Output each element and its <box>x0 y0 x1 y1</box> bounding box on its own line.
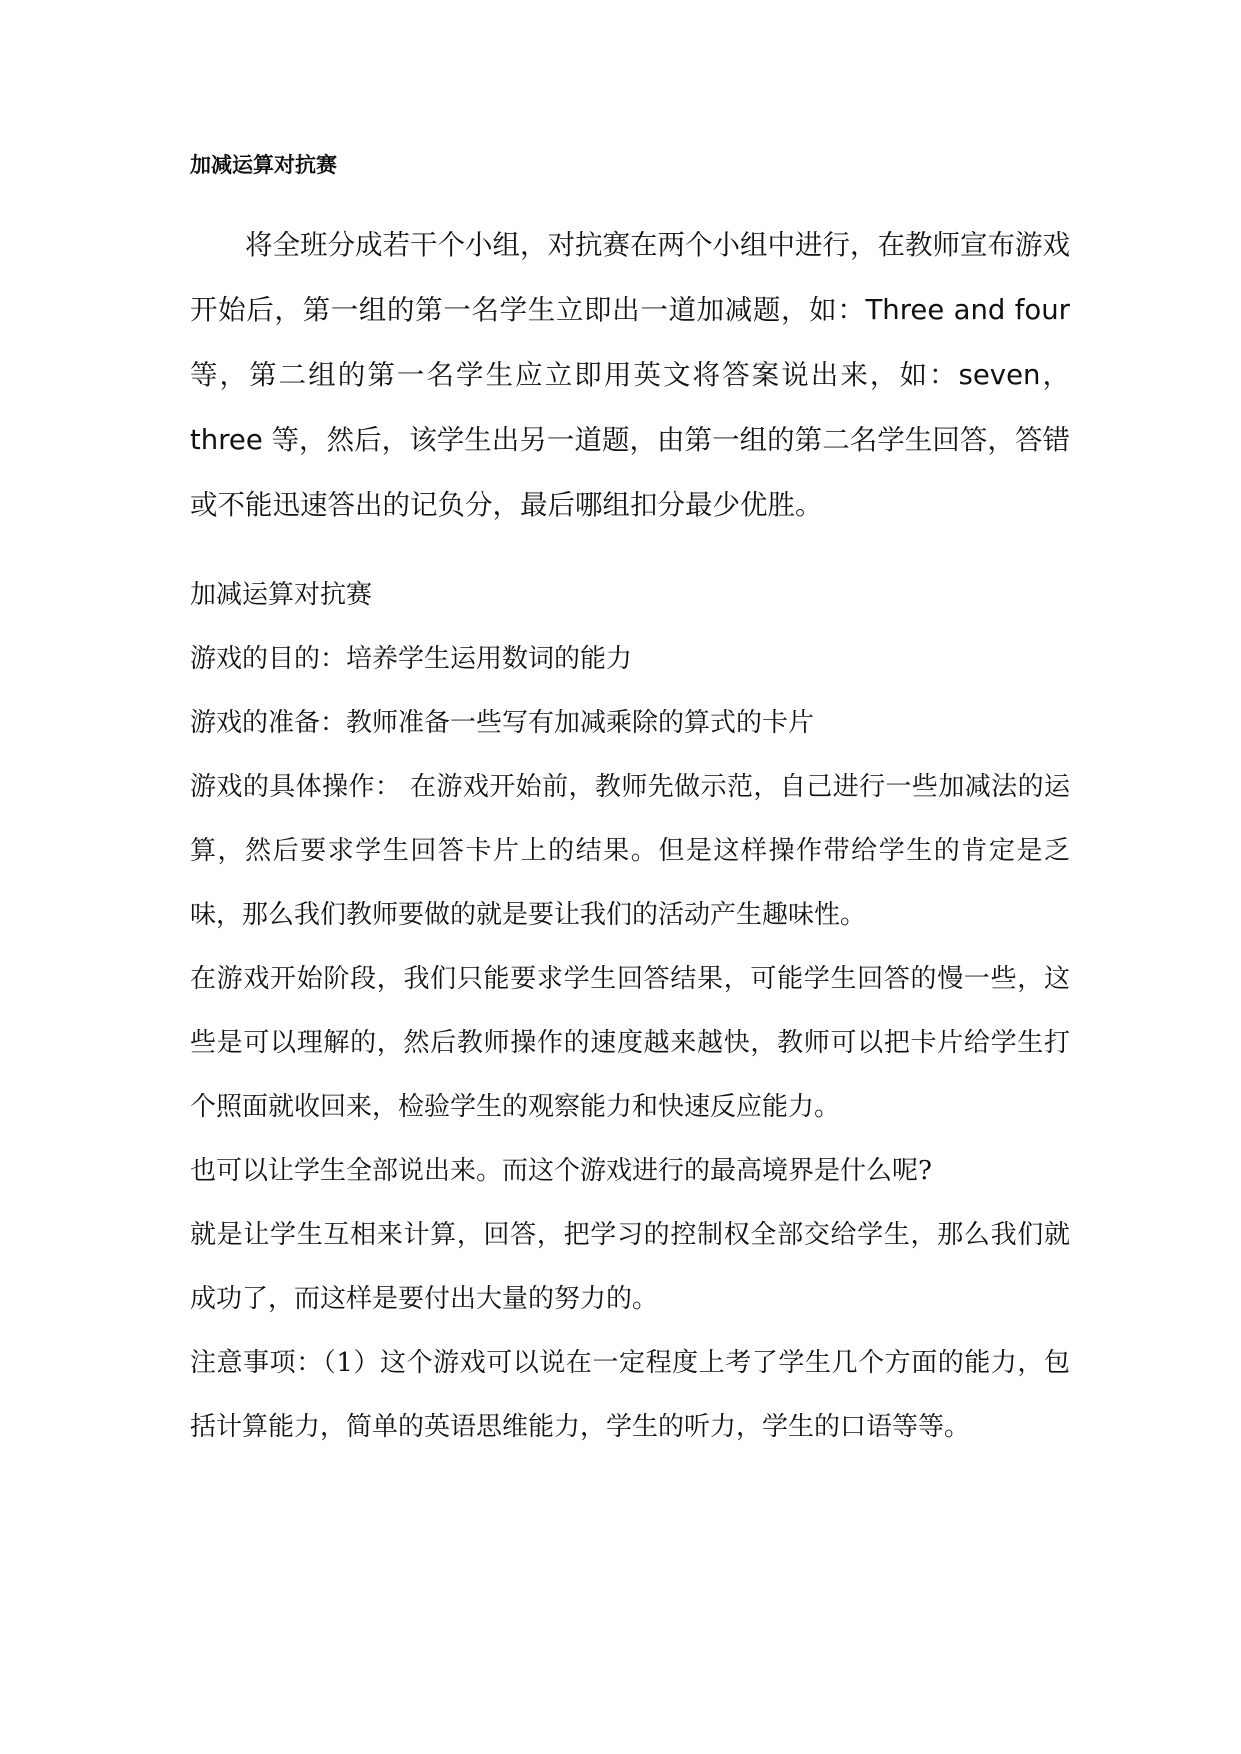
game-highest-level: 就是让学生互相来计算，回答，把学习的控制权全部交给学生，那么我们就成功了，而这样是要付出大量的努力的。 <box>190 1220 1070 1314</box>
section-title-1: 加减运算对抗赛 <box>190 153 337 177</box>
game-stage: 在游戏开始阶段，我们只能要求学生回答结果，可能学生回答的慢一些，这些是可以理解的，然后教师操作的速度越来越快，教师可以把卡片给学生打个照面就收回来，检验学生的观察能力和快速反应能力。 <box>190 964 1070 1122</box>
game-notes: 注意事项：（1）这个游戏可以说在一定程度上考了学生几个方面的能力，包括计算能力，简单的英语思维能力，学生的听力，学生的口语等等。 <box>190 1348 1070 1442</box>
game-preparation: 游戏的准备：教师准备一些写有加减乘除的算式的卡片 <box>190 708 815 738</box>
game-description-paragraph: 将全班分成若干个小组，对抗赛在两个小组中进行，在教师宣布游戏开始后，第一组的第一名学生立即出一道加减题，如：Three and four 等，第二组的第一名学生应立即用英文将答案说出来，如：seven，three 等，然后，该学生出另一道题，由第一组的第二名学生回答，答错或不能迅速答出的记负分，最后哪组扣分最少优胜。 <box>190 229 1070 521</box>
game-detail-section <box>190 563 1070 1459</box>
game-operation: 游戏的具体操作： 在游戏开始前，教师先做示范，自己进行一些加减法的运算，然后要求学生回答卡片上的结果。但是这样操作带给学生的肯定是乏味，那么我们教师要做的就是要让我们的活动产生趣味性。 <box>190 772 1071 930</box>
game-purpose: 游戏的目的：培养学生运用数词的能力 <box>190 644 633 674</box>
game-all-say: 也可以让学生全部说出来。而这个游戏进行的最高境界是什么呢? <box>190 1156 932 1186</box>
section-title-2: 加减运算对抗赛 <box>190 580 373 610</box>
